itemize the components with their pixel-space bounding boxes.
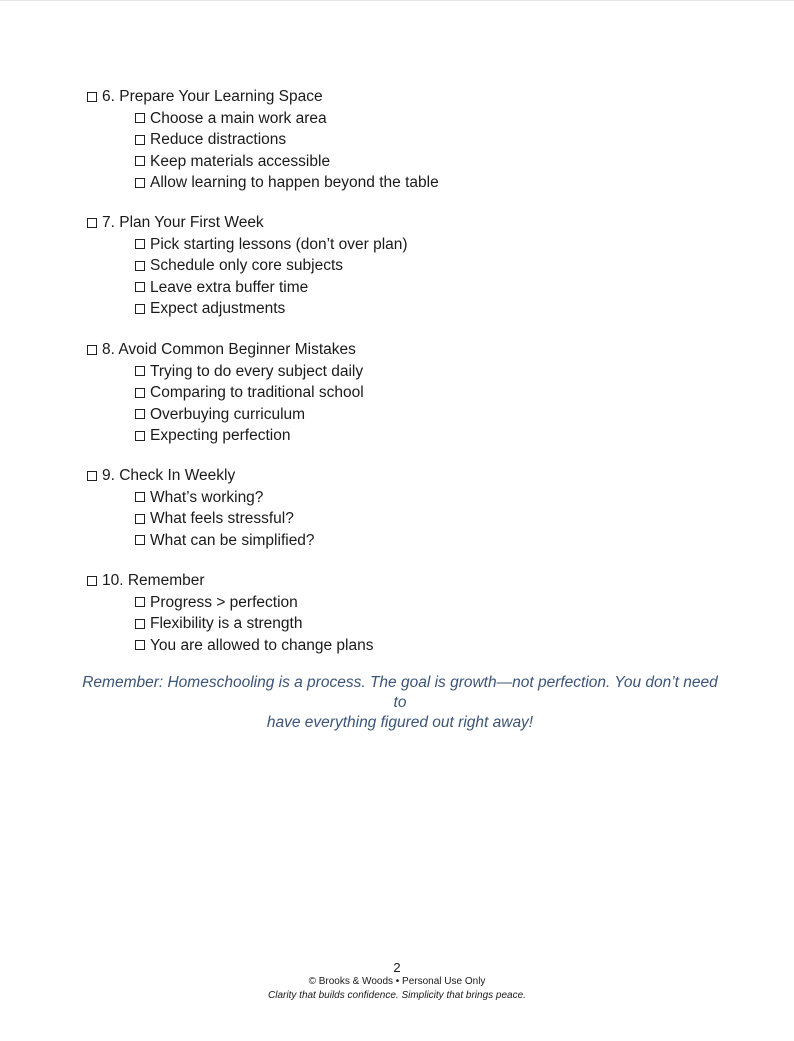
checkbox[interactable] <box>135 113 145 123</box>
checkbox[interactable] <box>135 492 145 502</box>
checkbox[interactable] <box>87 345 97 355</box>
list-item-label: Allow learning to happen beyond the table <box>150 174 439 191</box>
list-item-label: What’s working? <box>150 488 264 506</box>
checkbox[interactable] <box>87 471 97 481</box>
checkbox[interactable] <box>87 576 97 586</box>
section-heading <box>87 86 747 108</box>
list-item-label: Reduce distractions <box>150 131 287 148</box>
list-item <box>87 404 747 426</box>
checkbox[interactable] <box>135 156 145 166</box>
list-item <box>87 613 747 635</box>
section-title: 9. Check In Weekly <box>102 467 236 484</box>
section-title: 6. Prepare Your Learning Space <box>102 88 323 105</box>
section-title: 8. Avoid Common Beginner Mistakes <box>102 341 356 358</box>
list-item-label: Progress > perfection <box>150 593 298 611</box>
checkbox[interactable] <box>135 619 145 629</box>
list-item-label: Trying to do every subject daily <box>150 362 364 380</box>
checklist-section-6 <box>87 86 747 194</box>
checkbox[interactable] <box>135 178 145 188</box>
page-top-border <box>0 0 794 1</box>
section-heading <box>87 465 747 487</box>
list-item-label: Overbuying curriculum <box>150 405 306 423</box>
list-item-label: Expect adjustments <box>150 300 286 317</box>
checklist-section-9 <box>87 465 747 551</box>
list-item-label: Keep materials accessible <box>150 152 331 170</box>
checkbox[interactable] <box>87 218 97 228</box>
list-item <box>87 530 747 552</box>
list-item <box>87 508 747 530</box>
checkbox[interactable] <box>135 597 145 607</box>
list-item <box>87 234 747 256</box>
list-item <box>87 277 747 299</box>
checkbox[interactable] <box>135 409 145 419</box>
checklist-section-10 <box>87 570 747 656</box>
list-item-label: Comparing to traditional school <box>150 384 364 401</box>
list-item <box>87 487 747 509</box>
list-item <box>87 172 747 194</box>
section-heading <box>87 212 747 234</box>
list-item-label: Pick starting lessons (don’t over plan) <box>150 235 408 253</box>
list-item-label: What can be simplified? <box>150 531 315 549</box>
reminder-note-line-2: have everything figured out right away! <box>266 714 534 731</box>
section-heading <box>87 570 747 592</box>
page-number: 2 <box>393 960 401 975</box>
list-item <box>87 151 747 173</box>
checkbox[interactable] <box>135 304 145 314</box>
list-item-label: Choose a main work area <box>150 109 327 127</box>
reminder-note <box>80 673 720 733</box>
list-item-label: You are allowed to change plans <box>150 636 374 654</box>
checkbox[interactable] <box>135 282 145 292</box>
list-item <box>87 592 747 614</box>
list-item-label: Expecting perfection <box>150 427 291 444</box>
checkbox[interactable] <box>135 388 145 398</box>
checklist-section-8 <box>87 339 747 447</box>
checklist-section-7 <box>87 212 747 320</box>
list-item <box>87 129 747 151</box>
checkbox[interactable] <box>135 239 145 249</box>
list-item <box>87 635 747 657</box>
checkbox[interactable] <box>135 535 145 545</box>
list-item <box>87 108 747 130</box>
checkbox[interactable] <box>135 640 145 650</box>
section-title: 10. Remember <box>102 572 205 589</box>
list-item <box>87 255 747 277</box>
reminder-note-line-1: Remember: Homeschooling is a process. The goal is growth—not perfection. You don’t need to <box>82 674 718 711</box>
copyright-notice: © Brooks & Woods • Personal Use Only <box>308 976 486 987</box>
list-item-label: Flexibility is a strength <box>150 615 303 632</box>
list-item-label: Schedule only core subjects <box>150 257 344 274</box>
list-item <box>87 361 747 383</box>
checkbox[interactable] <box>135 514 145 524</box>
checkbox[interactable] <box>135 431 145 441</box>
section-title: 7. Plan Your First Week <box>102 214 264 231</box>
checkbox[interactable] <box>87 92 97 102</box>
checkbox[interactable] <box>135 135 145 145</box>
checkbox[interactable] <box>135 261 145 271</box>
list-item-label: What feels stressful? <box>150 510 294 527</box>
footer-tagline: Clarity that builds confidence. Simplicity that brings peace. <box>268 990 526 1001</box>
list-item <box>87 382 747 404</box>
section-heading <box>87 339 747 361</box>
checkbox[interactable] <box>135 366 145 376</box>
list-item <box>87 425 747 447</box>
list-item <box>87 298 747 320</box>
list-item-label: Leave extra buffer time <box>150 278 309 296</box>
